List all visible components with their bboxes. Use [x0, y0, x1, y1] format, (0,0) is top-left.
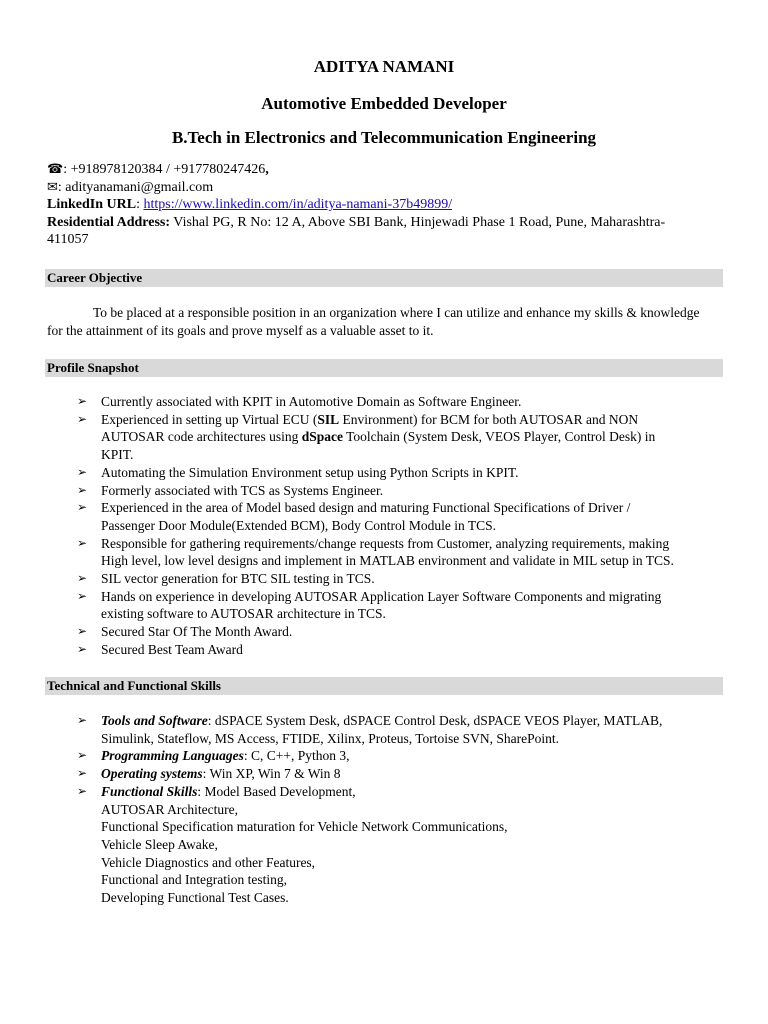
phone-line: [47, 161, 727, 179]
bullet-arrow-icon: ➢: [77, 571, 88, 586]
item-text: High level, low level designs and implement in MATLAB environment and validate in MIL setup in TCS.: [101, 553, 674, 569]
item-text: Automating the Simulation Environment setup using Python Scripts in KPIT.: [101, 464, 519, 480]
item-text: Experienced in the area of Model based design and maturing Functional Specifications of Driver /: [101, 500, 631, 516]
skill-label: Programming Languages: [101, 748, 244, 764]
item-text: Vehicle Sleep Awake,: [101, 836, 218, 852]
career-line-1: To be placed at a responsible position in an organization where I can utilize and enhance my skills & knowledge: [93, 305, 700, 320]
section-technical-skills: Technical and Functional Skills: [45, 677, 723, 695]
list-item: [74, 765, 714, 783]
item-text: AUTOSAR code architectures using: [101, 429, 302, 445]
item-text: Responsible for gathering requirements/change requests from Customer, analyzing requirements, making: [101, 535, 670, 551]
linkedin-link[interactable]: https://www.linkedin.com/in/aditya-namani-37b49899/: [143, 197, 453, 212]
item-text: SIL vector generation for BTC SIL testing in TCS.: [101, 571, 375, 587]
bullet-arrow-icon: ➢: [77, 641, 88, 656]
item-text: Vehicle Diagnostics and other Features,: [101, 854, 316, 870]
address-label: Residential Address:: [47, 214, 171, 230]
email-address: : adityanamani@gmail.com: [57, 179, 214, 195]
skills-list: [74, 712, 714, 907]
bullet-arrow-icon: ➢: [77, 394, 88, 408]
bullet-arrow-icon: ➢: [77, 482, 88, 497]
phone-number: : +918978120384 / +917780247426: [63, 162, 266, 177]
bullet-arrow-icon: ➢: [77, 713, 88, 727]
item-text: Developing Functional Test Cases.: [101, 890, 289, 906]
career-objective-text: [47, 304, 727, 340]
item-text: Environment) for BCM for both AUTOSAR and NON: [339, 411, 639, 427]
bullet-arrow-icon: ➢: [77, 535, 88, 550]
list-item: [74, 570, 714, 588]
skill-label: Tools and Software: [101, 713, 208, 728]
bullet-arrow-icon: ➢: [77, 588, 88, 603]
skill-label: Operating systems: [101, 766, 203, 782]
envelope-icon: ✉: [47, 179, 58, 195]
bullet-arrow-icon: ➢: [77, 766, 88, 781]
phone-icon: ☎: [47, 162, 64, 177]
item-text: : C, C++, Python 3,: [243, 748, 350, 764]
linkedin-sep: :: [136, 197, 144, 212]
candidate-role: Automotive Embedded Developer: [261, 94, 507, 113]
address-line-2: 411057: [47, 232, 89, 247]
skill-label: Functional Skills: [101, 783, 198, 799]
item-text: Currently associated with KPIT in Automotive Domain as Software Engineer.: [101, 394, 522, 409]
item-text: Hands on experience in developing AUTOSAR Application Layer Software Components and migrating: [101, 588, 662, 604]
item-bold: SIL: [317, 411, 340, 427]
phone-suffix: ,: [265, 162, 269, 177]
candidate-degree: B.Tech in Electronics and Telecommunication Engineering: [171, 128, 597, 147]
list-item: [74, 783, 714, 907]
list-item: [74, 499, 714, 534]
bullet-arrow-icon: ➢: [77, 783, 88, 798]
contact-block: [47, 161, 727, 249]
item-text: : dSPACE System Desk, dSPACE Control Desk, dSPACE VEOS Player, MATLAB,: [207, 713, 663, 728]
item-text: existing software to AUTOSAR architecture in TCS.: [101, 606, 386, 622]
list-item: [74, 482, 714, 500]
list-item: [74, 535, 714, 570]
linkedin-label: LinkedIn URL: [47, 197, 137, 212]
list-item: [74, 712, 714, 747]
item-text: Secured Star Of The Month Award.: [101, 624, 293, 640]
list-item: [74, 641, 714, 659]
item-bold: dSpace: [301, 429, 343, 445]
item-text: Functional Specification maturation for Vehicle Network Communications,: [101, 819, 508, 835]
profile-list: [74, 393, 714, 659]
list-item: [74, 464, 714, 482]
item-text: Functional and Integration testing,: [101, 872, 287, 888]
bullet-arrow-icon: ➢: [77, 500, 88, 515]
bullet-arrow-icon: ➢: [77, 464, 88, 479]
item-text: : Win XP, Win 7 & Win 8: [202, 766, 341, 782]
email-line: [47, 179, 727, 197]
list-item: [74, 747, 714, 765]
address-text-1: Vishal PG, R No: 12 A, Above SBI Bank, Hinjewadi Phase 1 Road, Pune, Maharashtra-: [170, 214, 666, 230]
item-text: Experienced in setting up Virtual ECU (: [101, 411, 318, 427]
item-text: Toolchain (System Desk, VEOS Player, Control Desk) in: [342, 429, 656, 445]
list-item: [74, 588, 714, 623]
bullet-arrow-icon: ➢: [77, 748, 88, 763]
item-text: Formerly associated with TCS as Systems Engineer.: [101, 482, 384, 498]
item-text: Secured Best Team Award: [101, 641, 243, 657]
bullet-arrow-icon: ➢: [77, 624, 88, 639]
list-item: [74, 393, 714, 411]
item-text: KPIT.: [101, 447, 134, 463]
candidate-name: ADITYA NAMANI: [313, 57, 455, 76]
item-text: Simulink, Stateflow, MS Access, FTIDE, Xilinx, Proteus, Tortoise SVN, SharePoint.: [101, 730, 560, 746]
address-line: [47, 214, 727, 232]
bullet-arrow-icon: ➢: [77, 411, 88, 426]
section-profile-snapshot: Profile Snapshot: [45, 359, 723, 377]
item-text: AUTOSAR Architecture,: [101, 801, 238, 817]
list-item: [74, 411, 714, 464]
item-text: : Model Based Development,: [197, 783, 356, 799]
linkedin-line: [47, 196, 727, 214]
list-item: [74, 623, 714, 641]
career-line-2: for the attainment of its goals and prove myself as a valuable asset to it.: [47, 323, 434, 338]
item-text: Passenger Door Module(Extended BCM), Body Control Module in TCS.: [101, 517, 496, 533]
section-career-objective: Career Objective: [45, 269, 723, 287]
